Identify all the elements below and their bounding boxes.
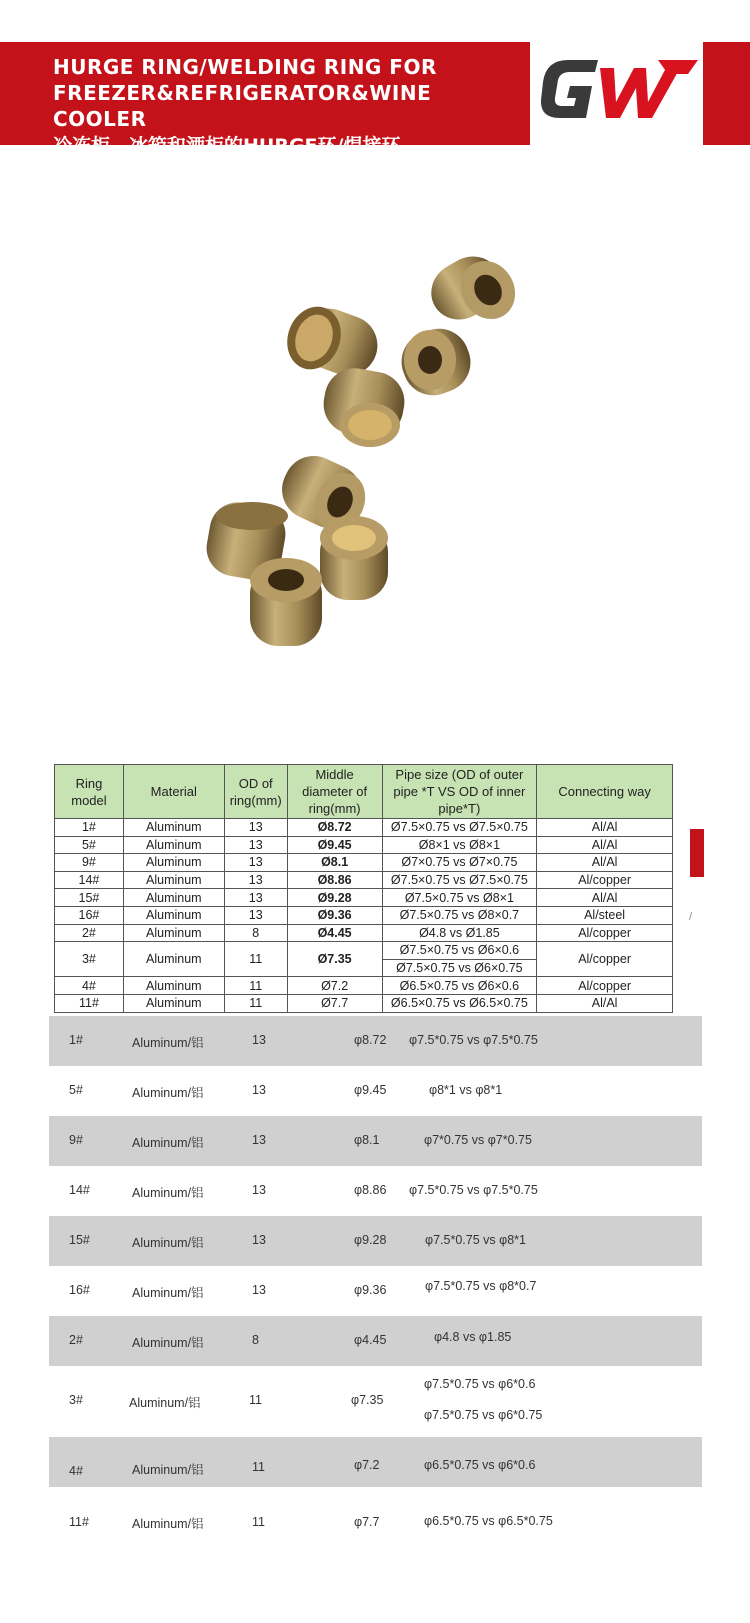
cell-middle: Ø9.36 <box>287 906 382 924</box>
cell-middle: Ø9.28 <box>287 889 382 907</box>
list-pipe-alt: φ7.5*0.75 vs φ6*0.75 <box>424 1408 543 1422</box>
list-od: 13 <box>252 1233 266 1247</box>
cell-od: 13 <box>224 854 287 872</box>
cell-od: 13 <box>224 906 287 924</box>
list-pipe: φ7.5*0.75 vs φ7.5*0.75 <box>409 1183 538 1197</box>
table-row <box>55 906 673 924</box>
cell-od: 11 <box>224 977 287 995</box>
cell-connect: Al/copper <box>537 871 673 889</box>
title-chinese: 冷冻柜、冰箱和酒柜的HURGE环/焊接环 <box>53 135 401 157</box>
cell-model: 11# <box>55 994 124 1012</box>
col-od: OD of ring(mm) <box>224 765 287 819</box>
cell-material: Aluminum <box>123 977 224 995</box>
side-mark: / <box>689 911 693 923</box>
list-pipe: φ7.5*0.75 vs φ7.5*0.75 <box>409 1033 538 1047</box>
cell-pipe: Ø8×1 vs Ø8×1 <box>382 836 537 854</box>
list-middle: φ7.35 <box>351 1393 384 1407</box>
list-item <box>49 1066 702 1116</box>
list-od: 13 <box>252 1183 266 1197</box>
list-pipe: φ4.8 vs φ1.85 <box>434 1330 512 1344</box>
cell-pipe: Ø6.5×0.75 vs Ø6.5×0.75 <box>382 994 537 1012</box>
list-item <box>49 1016 702 1066</box>
table-row <box>55 819 673 837</box>
list-middle: φ8.1 <box>354 1133 380 1147</box>
cell-connect: Al/steel <box>537 906 673 924</box>
col-middle-diameter: Middle diameter of ring(mm) <box>287 765 382 819</box>
table-row <box>55 871 673 889</box>
cell-od: 13 <box>224 871 287 889</box>
col-material: Material <box>123 765 224 819</box>
list-material: Aluminum/铝 <box>132 1036 204 1050</box>
list-middle: φ9.45 <box>354 1083 387 1097</box>
cell-middle: Ø8.72 <box>287 819 382 837</box>
cell-material: Aluminum <box>123 889 224 907</box>
list-od: 11 <box>252 1460 265 1474</box>
list-model: 14# <box>69 1183 90 1197</box>
cell-material: Aluminum <box>123 906 224 924</box>
table-row <box>55 942 673 960</box>
list-material: Aluminum/铝 <box>132 1336 204 1350</box>
list-pipe: φ7.5*0.75 vs φ8*0.7 <box>425 1279 537 1293</box>
cell-middle: Ø7.35 <box>287 942 382 977</box>
list-item <box>49 1216 702 1266</box>
cell-model: 2# <box>55 924 124 942</box>
cell-model: 1# <box>55 819 124 837</box>
col-connecting-way: Connecting way <box>537 765 673 819</box>
list-middle: φ7.7 <box>354 1515 380 1529</box>
cell-material: Aluminum <box>123 924 224 942</box>
cell-middle: Ø7.7 <box>287 994 382 1012</box>
list-item <box>49 1437 702 1487</box>
list-model: 16# <box>69 1283 90 1297</box>
cell-middle: Ø8.86 <box>287 871 382 889</box>
spec-table <box>54 764 673 1013</box>
list-middle: φ4.45 <box>354 1333 387 1347</box>
list-od: 13 <box>252 1033 266 1047</box>
cell-middle: Ø4.45 <box>287 924 382 942</box>
list-pipe: φ7.5*0.75 vs φ6*0.6 <box>424 1377 536 1391</box>
list-material: Aluminum/铝 <box>132 1086 204 1100</box>
list-model: 15# <box>69 1233 90 1247</box>
table-row <box>55 854 673 872</box>
list-od: 11 <box>252 1515 265 1529</box>
cell-pipe: Ø7.5×0.75 vs Ø8×1 <box>382 889 537 907</box>
list-model: 1# <box>69 1033 83 1047</box>
cell-pipe: Ø7.5×0.75 vs Ø8×0.7 <box>382 906 537 924</box>
list-od: 13 <box>252 1083 266 1097</box>
cell-pipe: Ø4.8 vs Ø1.85 <box>382 924 537 942</box>
list-item <box>49 1166 702 1216</box>
table-row <box>55 977 673 995</box>
list-middle: φ8.86 <box>354 1183 387 1197</box>
list-od: 13 <box>252 1283 266 1297</box>
list-item <box>49 1316 702 1366</box>
header-banner <box>0 42 530 157</box>
side-red-block <box>690 829 704 877</box>
title-line-2: FREEZER&REFRIGERATOR&WINE COOLER <box>53 81 432 131</box>
cell-od: 13 <box>224 836 287 854</box>
list-pipe: φ6.5*0.75 vs φ6.5*0.75 <box>424 1514 553 1528</box>
cell-connect: Al/Al <box>537 889 673 907</box>
ring-4 <box>319 364 409 447</box>
cell-connect: Al/copper <box>537 942 673 977</box>
spec-header-row <box>55 765 673 819</box>
ring-7 <box>320 516 388 600</box>
list-material: Aluminum/铝 <box>132 1286 204 1300</box>
list-material: Aluminum/铝 <box>132 1517 204 1531</box>
list-od: 13 <box>252 1133 266 1147</box>
cell-pipe: Ø7.5×0.75 vs Ø7.5×0.75 <box>382 819 537 837</box>
cell-model: 4# <box>55 977 124 995</box>
ring-1 <box>421 246 526 330</box>
cell-pipe-alt: Ø7.5×0.75 vs Ø6×0.75 <box>382 959 537 977</box>
cell-middle: Ø8.1 <box>287 854 382 872</box>
cell-connect: Al/copper <box>537 924 673 942</box>
cell-model: 5# <box>55 836 124 854</box>
cell-pipe: Ø7.5×0.75 vs Ø6×0.6 <box>382 942 537 960</box>
title-line-1: HURGE RING/WELDING RING FOR <box>53 55 437 79</box>
list-middle: φ8.72 <box>354 1033 387 1047</box>
cell-connect: Al/copper <box>537 977 673 995</box>
list-pipe: φ6.5*0.75 vs φ6*0.6 <box>424 1458 536 1472</box>
model-listing <box>49 1016 702 1537</box>
list-pipe: φ8*1 vs φ8*1 <box>429 1083 503 1097</box>
list-material: Aluminum/铝 <box>132 1463 204 1477</box>
list-od: 8 <box>252 1333 259 1347</box>
product-photo <box>190 220 560 690</box>
cell-model: 3# <box>55 942 124 977</box>
cell-od: 13 <box>224 889 287 907</box>
cell-model: 14# <box>55 871 124 889</box>
col-ring-model: Ring model <box>55 765 124 819</box>
cell-model: 16# <box>55 906 124 924</box>
banner-right-block <box>703 42 750 145</box>
cell-od: 11 <box>224 942 287 977</box>
list-material: Aluminum/铝 <box>129 1396 201 1410</box>
list-model: 2# <box>69 1333 83 1347</box>
gw-logo <box>540 52 700 127</box>
cell-material: Aluminum <box>123 942 224 977</box>
list-material: Aluminum/铝 <box>132 1186 204 1200</box>
list-item <box>49 1366 702 1437</box>
cell-connect: Al/Al <box>537 819 673 837</box>
cell-model: 9# <box>55 854 124 872</box>
cell-od: 8 <box>224 924 287 942</box>
cell-pipe: Ø7.5×0.75 vs Ø7.5×0.75 <box>382 871 537 889</box>
cell-material: Aluminum <box>123 994 224 1012</box>
list-pipe: φ7*0.75 vs φ7*0.75 <box>424 1133 532 1147</box>
list-model: 9# <box>69 1133 83 1147</box>
cell-connect: Al/Al <box>537 854 673 872</box>
table-row <box>55 889 673 907</box>
cell-od: 13 <box>224 819 287 837</box>
col-pipe-size: Pipe size (OD of outer pipe *T VS OD of inner pipe*T) <box>382 765 537 819</box>
cell-connect: Al/Al <box>537 836 673 854</box>
cell-material: Aluminum <box>123 819 224 837</box>
list-middle: φ9.28 <box>354 1233 387 1247</box>
list-item <box>49 1487 702 1537</box>
table-row <box>55 994 673 1012</box>
cell-connect: Al/Al <box>537 994 673 1012</box>
list-pipe: φ7.5*0.75 vs φ8*1 <box>425 1233 526 1247</box>
cell-middle: Ø9.45 <box>287 836 382 854</box>
list-model: 5# <box>69 1083 83 1097</box>
cell-material: Aluminum <box>123 836 224 854</box>
list-item <box>49 1266 702 1316</box>
cell-middle: Ø7.2 <box>287 977 382 995</box>
list-model: 3# <box>69 1393 83 1407</box>
cell-material: Aluminum <box>123 854 224 872</box>
list-material: Aluminum/铝 <box>132 1136 204 1150</box>
cell-pipe: Ø6.5×0.75 vs Ø6×0.6 <box>382 977 537 995</box>
cell-pipe: Ø7×0.75 vs Ø7×0.75 <box>382 854 537 872</box>
ring-8 <box>250 558 322 646</box>
cell-material: Aluminum <box>123 871 224 889</box>
list-model: 11# <box>69 1515 89 1529</box>
list-model: 4# <box>69 1464 83 1478</box>
list-item <box>49 1116 702 1166</box>
list-od: 11 <box>249 1393 262 1407</box>
table-row <box>55 836 673 854</box>
list-middle: φ7.2 <box>354 1458 380 1472</box>
table-row <box>55 924 673 942</box>
list-middle: φ9.36 <box>354 1283 387 1297</box>
list-material: Aluminum/铝 <box>132 1236 204 1250</box>
cell-model: 15# <box>55 889 124 907</box>
cell-od: 11 <box>224 994 287 1012</box>
ring-3 <box>393 320 479 403</box>
